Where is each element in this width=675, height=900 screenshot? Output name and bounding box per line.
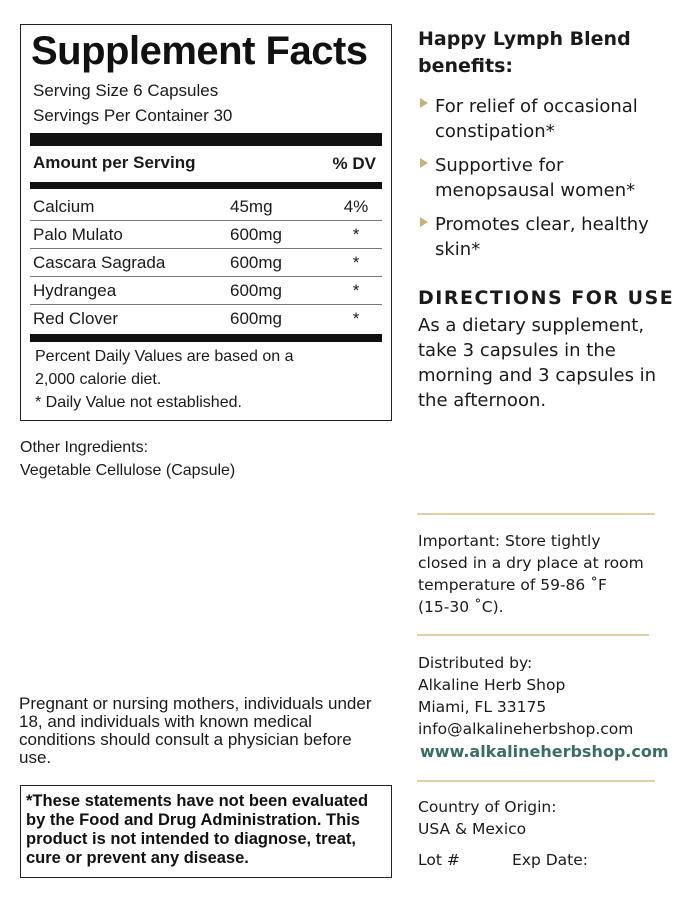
amount-per-serving-header: Amount per Serving [33,153,196,172]
section-divider [417,513,655,515]
nutrient-name: Palo Mulato [33,225,123,244]
nutrient-row [30,305,382,333]
benefit-item: For relief of occasional constipation* [435,96,638,142]
warning-text: Pregnant or nursing mothers, individuals under 18, and individuals with known medical conditions should consult a physician before use. [19,694,372,767]
section-divider [417,634,649,636]
nutrient-name: Hydrangea [33,281,117,300]
supplement-facts-panel [20,24,392,421]
fda-disclaimer-box [20,785,392,878]
directions-text: As a dietary supplement, take 3 capsules in the morning and 3 capsules in the afternoon. [418,315,657,411]
nutrient-amount: 600mg [230,225,282,244]
storage-line1: Important: Store tightly [418,532,601,550]
benefit-item: Promotes clear, healthy skin* [435,214,649,260]
distributor-name: Alkaline Herb Shop [418,676,566,694]
nutrient-amount: 600mg [230,309,282,328]
nutrient-amount: 600mg [230,281,282,300]
dv-footnote-line2: 2,000 calorie diet. [35,371,162,388]
other-ingredients-label: Other Ingredients: [20,439,149,456]
distributor-email: info@alkalineherbshop.com [418,720,634,738]
benefits-title: Happy Lymph Blend benefits: [418,28,631,77]
nutrient-name: Cascara Sagrada [33,253,166,272]
nutrient-dv: * [352,225,360,244]
distributor-city: Miami, FL 33175 [418,698,547,716]
nutrient-amount: 600mg [230,253,282,272]
country-of-origin-label: Country of Origin: [418,798,557,816]
dv-not-established-note: * Daily Value not established. [35,394,242,411]
bottom-thick-divider [30,334,382,342]
storage-line4: (15-30 ˚C). [418,598,504,616]
nutrient-dv: * [352,309,360,328]
nutrient-row [30,221,382,249]
bullet-triangle-icon [420,158,428,168]
thick-divider [30,133,382,146]
country-of-origin-value: USA & Mexico [418,820,527,838]
nutrient-row [30,277,382,305]
serving-size: Serving Size 6 Capsules [33,81,219,100]
distributed-by-label: Distributed by: [418,654,533,672]
dv-footnote-line1: Percent Daily Values are based on a [35,348,294,365]
website-link[interactable]: www.alkalineherbshop.com [420,742,669,761]
servings-per-container: Servings Per Container 30 [33,106,233,125]
benefit-item: Supportive for menopsausal women* [435,155,636,201]
supplement-facts-title: Supplement Facts [31,29,368,73]
nutrient-amount: 45mg [230,197,273,216]
bullet-triangle-icon [420,217,428,227]
nutrient-dv: * [352,253,360,272]
nutrient-row [30,193,382,221]
nutrient-name: Calcium [33,197,95,216]
exp-date-label: Exp Date: [512,851,589,869]
dv-header: % DV [332,154,376,173]
directions-title: DIRECTIONS FOR USE [418,287,675,309]
section-divider [417,780,655,782]
nutrient-row [30,249,382,277]
storage-line2: closed in a dry place at room [418,554,644,572]
nutrient-dv: * [352,281,360,300]
nutrient-name: Red Clover [33,309,119,328]
lot-number-label: Lot # [418,851,460,869]
nutrient-dv: 4% [343,197,369,216]
fda-disclaimer-text: *These statements have not been evaluated by the Food and Drug Administration. This product is not intended to diagnose, treat, cure or prevent any disease. [26,792,369,867]
other-ingredients-value: Vegetable Cellulose (Capsule) [20,462,236,479]
storage-line3: temperature of 59-86 ˚F [418,576,607,594]
medium-divider [30,182,382,189]
bullet-triangle-icon [420,98,428,108]
